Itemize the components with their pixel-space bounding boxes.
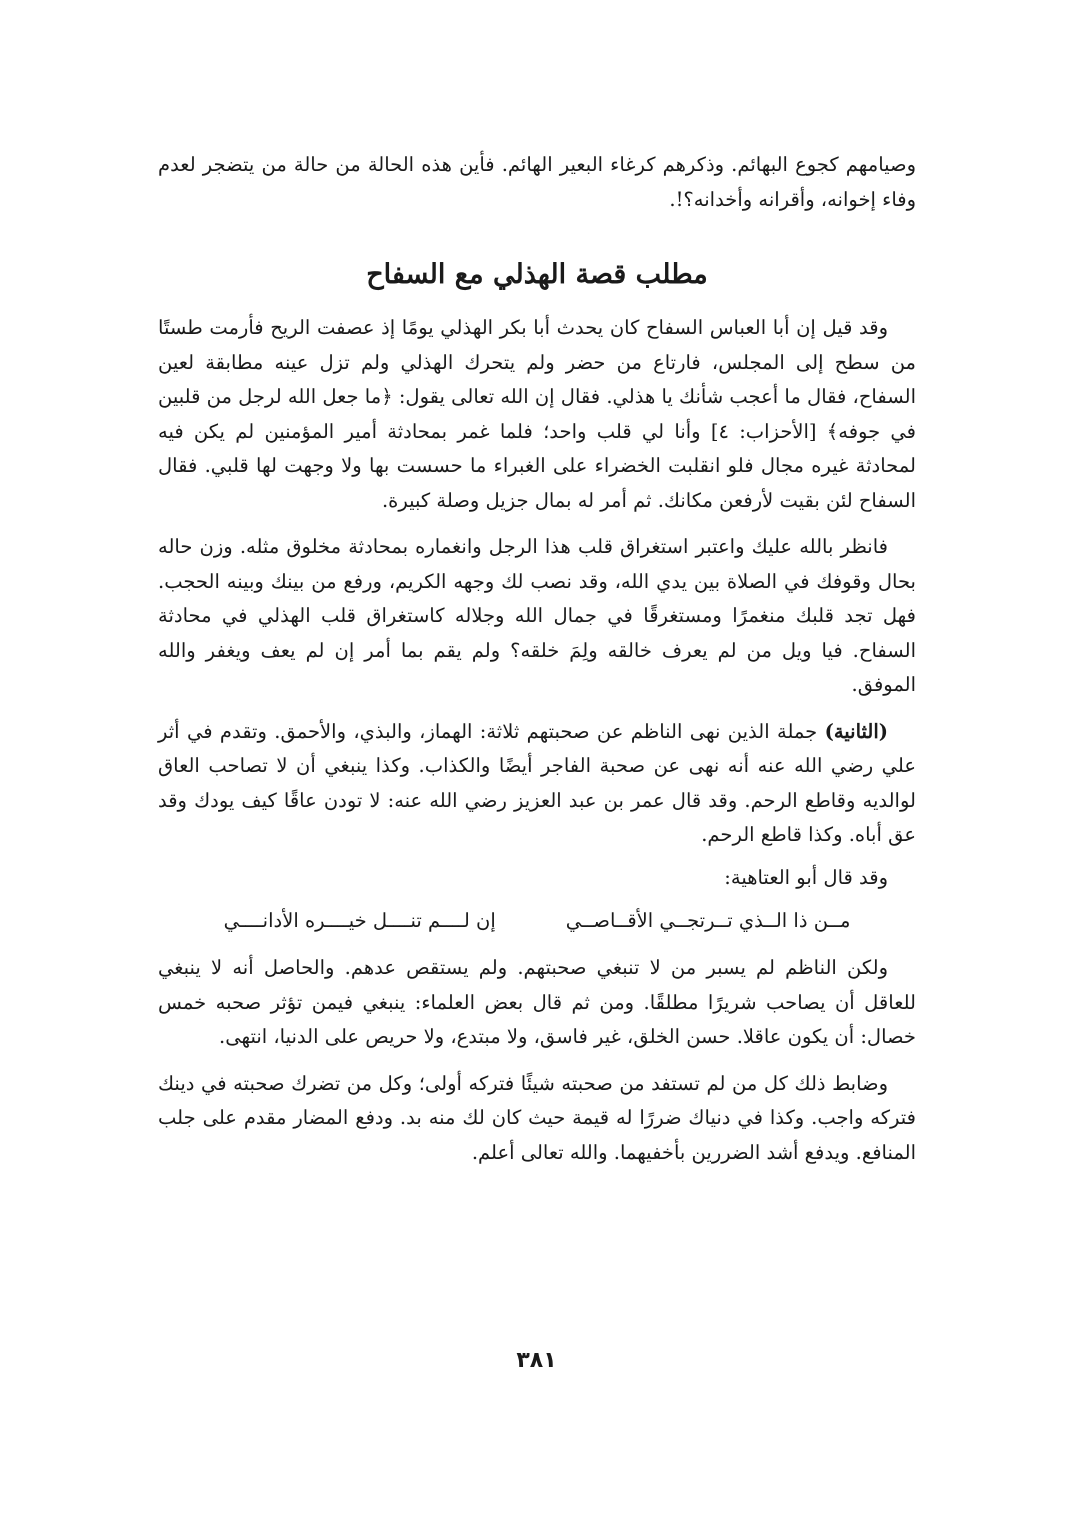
section-heading: مطلب قصة الهذلي مع السفاح	[366, 259, 708, 290]
intro-paragraph: وصيامهم كجوع البهائم. وذكرهم كرغاء البعير الهائم. فأين هذه الحالة من حالة من يتضجر لعدم وفاء إخوانه، وأقرانه وأخدانه؟!.	[158, 153, 916, 211]
second-point-term: (الثانية)	[824, 719, 888, 743]
paragraph-rule: وضابط ذلك كل من لم تستفد من صحبته شيئًا فتركه أولى؛ وكل من تضرك صحبته في دينك فتركه واجب. وكذا في دنياك ضررًا له قيمة حيث كان لك منه بد. ودفع المضار مقدم على جلب المنافع. ويدفع أشد الضررين بأخفيهما. والله تعالى أعلم.	[158, 1071, 916, 1164]
document-page	[158, 148, 916, 1170]
paragraph-reflection: فانظر بالله عليك واعتبر استغراق قلب هذا الرجل وانغماره بمحادثة مخلوق مثله. وزن حاله بحال وقوفك في الصلاة بين يدي الله، وقد نصب لك وجهه الكريم، ورفع من بينك وبينه الحجب. فهل تجد قلبك منغمرًا ومستغرقًا في جمال الله وجلاله كاستغراق قلب الهذلي في محادثة السفاح. فيا ويل من لم يعرف خالقه ولِمَ خلقه؟ ولم يقم بما أمر إن لم يعف ويغفر والله الموفق.	[158, 535, 916, 696]
second-point-text: جملة الذين نهى الناظم عن صحبتهم ثلاثة: الهماز، والبذي، والأحمق. وتقدم في أثر علي رضي الله عنه أنه نهى عن صحبة الفاجر أيضًا والكذاب. وكذا ينبغي أن لا تصاحب العاق لوالديه وقاطع الرحم. وقد قال عمر بن عبد العزيز رضي الله عنه: لا تودن عاقًا كيف يودك وقد عق أباه. وكذا قاطع الرحم.	[158, 719, 916, 846]
paragraph-conclusion: ولكن الناظم لم يسبر من لا تنبغي صحبتهم. ولم يستقص عدهم. والحاصل أنه لا ينبغي للعاقل أن يصاحب شريرًا مطلقًا. ومن ثم قال بعض العلماء: ينبغي فيمن تؤثر صحبه خمس خصال: أن يكون عاقلا. حسن الخلق، غير فاسق، ولا مبتدع، ولا حريص على الدنيا، انتهى.	[158, 956, 916, 1048]
verse-second-hemistich: إن لــــم تنــــل خيــــره الأدانــــي	[223, 909, 496, 932]
page-number: ٣٨١	[516, 1348, 557, 1373]
paragraph-second-point	[158, 715, 916, 853]
poetry-verse	[158, 903, 916, 939]
verse-first-hemistich: مــن ذا الــذي تــرتجــي الأقــاصــي	[565, 909, 851, 932]
paragraph-hudhali-story: وقد قيل إن أبا العباس السفاح كان يحدث أبا بكر الهذلي يومًا إذ عصفت الريح فأرمت طستًا من سطح إلى المجلس، فارتاع من حضر ولم يتحرك الهذلي ولم تزل عينه مطابقة لعين السفاح، فقال ما أعجب شأنك يا هذلي. فقال إن الله تعالى يقول: ﴿ما جعل الله لرجل من قلبين في جوفه﴾ [الأحزاب: ٤] وأنا لي قلب واحد؛ فلما غمر بمحادثة أمير المؤمنين لم يكن فيه لمحادثة غيره مجال فلو انقلبت الخضراء على الغبراء ما حسست بها ولا وجهت لها قلبي. فقال السفاح لئن بقيت لأرفعن مكانك. ثم أمر له بمال جزيل وصلة كبيرة.	[158, 316, 916, 512]
poet-introduction: وقد قال أبو العتاهية:	[724, 865, 888, 889]
